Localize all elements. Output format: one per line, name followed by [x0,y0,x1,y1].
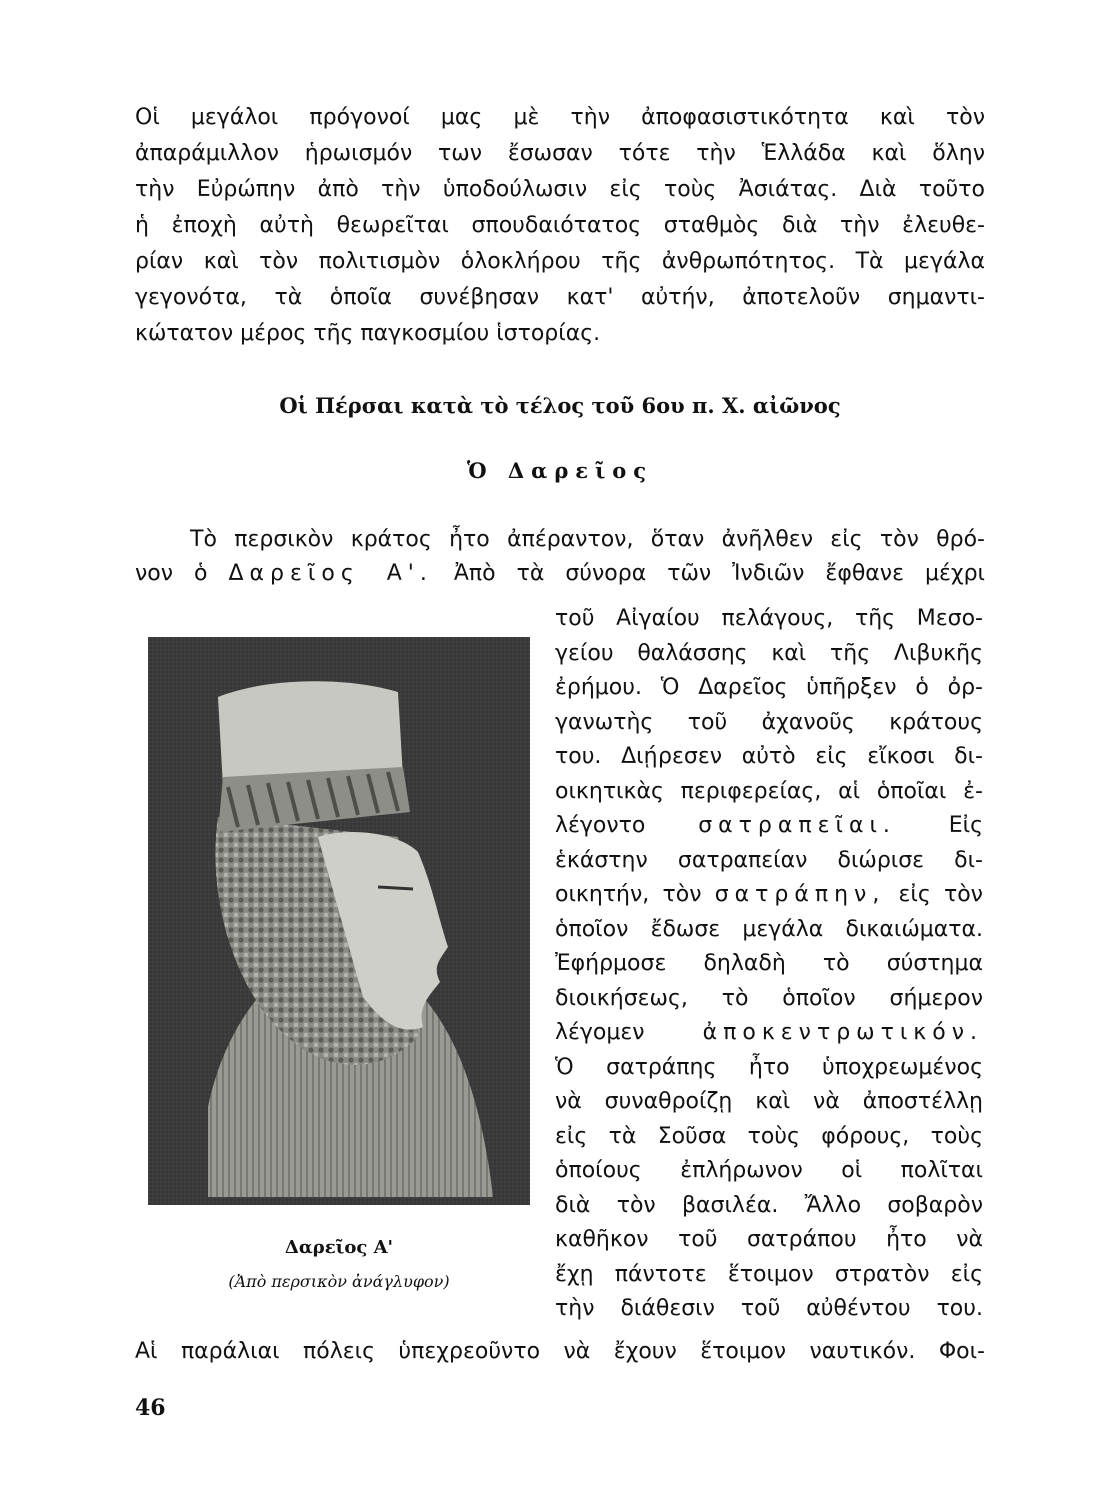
section-heading: Οἱ Πέρσαι κατὰ τὸ τέλος τοῦ 6ου π. Χ. αἰῶνος [279,393,841,418]
closing-line: Αἱ παράλιαι πόλεις ὑπεχρεοῦντο νὰ ἔχουν ἕτοιμον ναυτικόν. Φοι- [135,1339,985,1364]
text-line: κώτατον μέρος τῆς παγκοσμίου ἱστορίας. [135,321,601,346]
text-line: ἔχῃ πάντοτε ἕτοιμον στρατὸν εἰς [555,1261,983,1287]
text-line: καθῆκον τοῦ σατράπου ἦτο νὰ [555,1227,983,1252]
figure-caption-source: (Ἀπὸ περσικὸν ἀνάγλυφον) [228,1272,450,1291]
text-line: ἐρήμου. Ὁ Δαρεῖος ὑπῆρξεν ὁ ὀρ- [555,675,983,700]
emphasized-term: σατράπην, [714,882,886,907]
text-line: εἰς τὰ Σοῦσα τοὺς φόρους, τοὺς [555,1123,983,1149]
text-line: Οἱ μεγάλοι πρόγονοί μας μὲ τὴν ἀποφασιστικότητα καὶ τὸν [135,105,985,130]
figure-caption-title: Δαρεῖος Α' [284,1237,394,1258]
text-line: ὁποίους ἐπλήρωνον οἱ πολῖται [555,1158,983,1183]
text-line: τοῦ Αἰγαίου πελάγους, τῆς Μεσο- [555,606,983,631]
text-line: ἀπαράμιλλον ἡρωισμόν των ἔσωσαν τότε τὴν Ἑλλάδα καὶ ὅλην [135,141,985,166]
text-line: νὰ συναθροίζῃ καὶ νὰ ἀποστέλλῃ [555,1089,983,1114]
text-line: τὴν διάθεσιν τοῦ αὐθέντου του. [555,1296,983,1321]
text-line: τὴν Εὐρώπην ἀπὸ τὴν ὑποδούλωσιν εἰς τοὺς Ἀσιάτας. Διὰ τοῦτο [135,177,985,202]
subsection-heading: Ὁ Δαρεῖος [466,458,654,483]
text-line: γανωτὴς τοῦ ἀχανοῦς κράτους [555,709,983,735]
text-line: διὰ τὸν βασιλέα. Ἄλλο σοβαρὸν [555,1192,983,1218]
text-line: γείου θαλάσσης καὶ τῆς Λιβυκῆς [555,640,983,666]
darius-relief-image [148,637,530,1205]
emphasized-term: σατραπεῖαι. [698,813,896,838]
text-line: ὁποῖον ἔδωσε μεγάλα δικαιώματα. [555,916,983,942]
text-line: γεγονότα, τὰ ὁποῖα συνέβησαν κατ' αὐτήν, ἀποτελοῦν σημαντι- [135,285,985,310]
text-line: του. Διῄρεσεν αὐτὸ εἰς εἴκοσι δι- [555,744,983,769]
darius-portrait-illustration [148,637,530,1205]
text-line: λέγομεν ἀποκεντρωτικόν. [555,1020,983,1045]
text-line: νον ὁ Δαρεῖος Α'. Ἀπὸ τὰ σύνορα τῶν Ἰνδιῶν ἔφθανε μέχρι [135,561,985,586]
emphasized-name: Δαρεῖος Α'. [228,561,433,586]
emphasized-term: ἀποκεντρωτικόν. [702,1020,983,1045]
text-line: οικητικὰς περιφερείας, αἱ ὁποῖαι ἐ- [555,778,983,804]
darius-intro-paragraph [135,523,985,591]
text-line: διοικήσεως, τὸ ὁποῖον σήμερον [555,985,983,1011]
text-line: Τὸ περσικὸν κράτος ἦτο ἀπέραντον, ὅταν ἀνῆλθεν εἰς τὸν θρό- [190,527,985,552]
page-number: 46 [135,1395,166,1421]
text-column [555,602,983,1327]
text-line: Ἐφήρμοσε δηλαδὴ τὸ σύστημα [555,951,983,976]
text-line: ἡ ἐποχὴ αὐτὴ θεωρεῖται σπουδαιότατος σταθμὸς διὰ τὴν ἐλευθε- [135,213,985,238]
text-line: Ὁ σατράπης ἦτο ὑποχρεωμένος [555,1054,983,1080]
text-line: λέγοντο σατραπεῖαι. Εἰς [555,813,983,838]
intro-paragraph [135,100,985,352]
text-line: οικητήν, τὸν σατράπην, εἰς τὸν [555,882,983,907]
text-line: ρίαν καὶ τὸν πολιτισμὸν ὁλοκλήρου τῆς ἀνθρωπότητος. Τὰ μεγάλα [135,249,985,274]
text-line: ἑκάστην σατραπείαν διώρισε δι- [555,847,983,873]
